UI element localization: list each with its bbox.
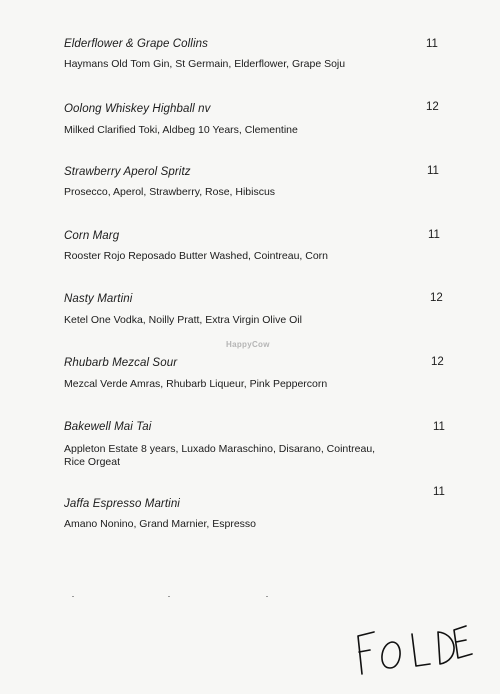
item-description: Haymans Old Tom Gin, St Germain, Elderflower, Grape Soju	[64, 58, 346, 70]
item-description: Milked Clarified Toki, Aldbeg 10 Years, Clementine	[64, 124, 298, 136]
item-price: 11	[433, 421, 445, 433]
paper-speck	[72, 596, 74, 597]
item-name: Bakewell Mai Tai	[64, 421, 152, 433]
item-price: 11	[427, 165, 439, 177]
item-name: Elderflower & Grape Collins	[64, 38, 208, 50]
item-price: 11	[426, 38, 438, 50]
item-name: Corn Marg	[64, 230, 120, 242]
item-description: Ketel One Vodka, Noilly Pratt, Extra Virgin Olive Oil	[64, 314, 302, 326]
item-price: 12	[431, 356, 444, 368]
paper-speck	[168, 596, 170, 597]
item-price: 11	[433, 486, 445, 498]
watermark: HappyCow	[226, 340, 270, 349]
item-name: Nasty Martini	[64, 293, 133, 305]
item-description: Mezcal Verde Amras, Rhubarb Liqueur, Pink Peppercorn	[64, 378, 328, 390]
item-name: Strawberry Aperol Spritz	[64, 166, 191, 178]
item-description: Amano Nonino, Grand Marnier, Espresso	[64, 518, 257, 530]
item-description: Rooster Rojo Reposado Butter Washed, Cointreau, Corn	[64, 250, 328, 262]
item-description: Prosecco, Aperol, Strawberry, Rose, Hibiscus	[64, 186, 276, 198]
handwritten-signature-icon	[350, 612, 480, 682]
item-price: 12	[426, 101, 439, 113]
item-price: 11	[428, 229, 440, 241]
paper-speck	[266, 596, 268, 597]
item-name: Rhubarb Mezcal Sour	[64, 357, 178, 369]
item-description: Appleton Estate 8 years, Luxado Maraschino, Disarano, Cointreau, Rice Orgeat	[64, 443, 376, 468]
item-name: Oolong Whiskey Highball nv	[64, 103, 211, 115]
item-price: 12	[430, 292, 443, 304]
item-name: Jaffa Espresso Martini	[64, 498, 180, 510]
